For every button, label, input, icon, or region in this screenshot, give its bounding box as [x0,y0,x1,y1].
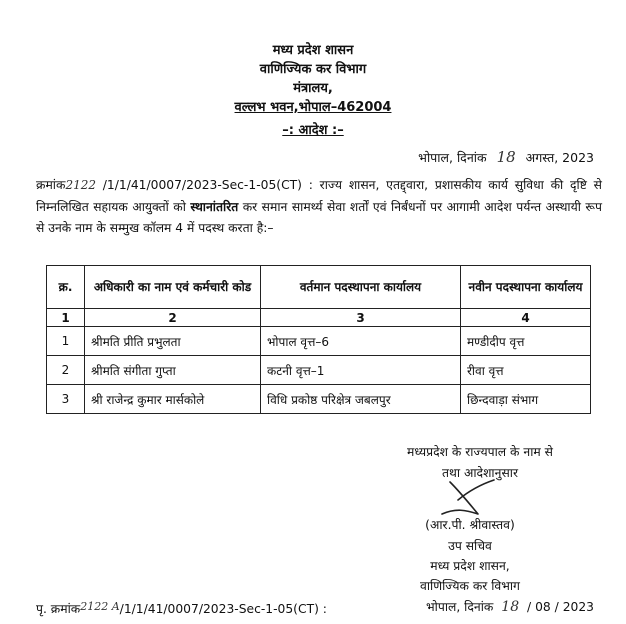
header-ministry: मंत्रालय, [293,81,333,96]
signatory-name: (आर.पी. श्रीवास्तव) [425,518,515,532]
transfer-table [46,265,591,414]
row-current-posting: विधि प्रकोष्ठ परिक्षेत्र जबलपुर [261,385,461,414]
header-division: वाणिज्यिक कर विभाग [259,62,367,77]
table-row [47,385,591,414]
column-number: 4 [461,309,591,327]
date-prefix: भोपाल, दिनांक [418,150,487,165]
kramank-label: क्रमांक [36,178,66,192]
column-number: 2 [85,309,261,327]
endorsement-label: पृ. क्रमांक [36,602,81,616]
row-officer-name: श्रीमति प्रीति प्रभुलता [85,327,261,356]
row-officer-name: श्रीमति संगीता गुप्ता [85,356,261,385]
row-new-posting: रीवा वृत्त [461,356,591,385]
order-ref-code: /1/1/41/0007/2023-Sec-1-05(CT) [102,178,302,192]
row-current-posting: भोपाल वृत्त–6 [261,327,461,356]
endorsement-date [426,598,594,615]
signatory-org-line1: मध्य प्रदेश शासन, [430,559,510,573]
table-row [47,327,591,356]
row-officer-name: श्री राजेन्द्र कुमार मार्सकोले [85,385,261,414]
order-text-part2: कर समान सामर्थ्य सेवा शर्तों एवं निर्बंधनों पर आगामी आदेश पर्यन्त अस्थायी रूप से उनके नाम के सम्मुख कॉलम 4 में पदस्थ करता है:– [36,199,602,235]
row-new-posting: मण्डीदीप वृत्त [461,327,591,356]
dateline [418,148,594,166]
row-serial: 2 [47,356,85,385]
kramank-handwritten: 2122 [65,178,96,192]
signatory-designation: उप सचिव [448,539,492,553]
row-serial: 3 [47,385,85,414]
order-text-bold: स्थानांतरित [190,199,239,214]
endorsement-ref-code: /1/1/41/0007/2023-Sec-1-05(CT) : [119,602,327,616]
header-new-posting: नवीन पदस्थापना कार्यालय [461,266,591,309]
endorsement-date-rest: / 08 / 2023 [527,600,594,614]
endorsement-reference [36,600,327,617]
endorsement-handwritten-number: 2122 A [80,600,120,613]
signatory-org-line2: वाणिज्यिक कर विभाग [420,579,520,593]
row-new-posting: छिन्दवाड़ा संभाग [461,385,591,414]
header-current-posting: वर्तमान पदस्थापना कार्यालय [261,266,461,309]
row-serial: 1 [47,327,85,356]
order-text-part1: : राज्य शासन, एतद्द्वारा, प्रशासकीय कार्य सुविधा की दृष्टि से निम्नलिखित सहायक आयुक्तों को [36,178,602,214]
date-day-handwritten: 18 [496,148,516,166]
header-address: वल्लभ भवन,भोपाल–462004 [234,100,392,115]
header-department: मध्य प्रदेश शासन [272,43,354,58]
signature-by-order: तथा आदेशानुसार [442,466,518,480]
order-title: –: आदेश :– [282,123,344,138]
date-month-year: अगस्त, 2023 [525,150,594,165]
order-body [36,175,602,240]
column-number: 1 [47,309,85,327]
header-serial: क्र. [47,266,85,309]
table-header-row [47,266,591,309]
column-number-row [47,309,591,327]
signature-authority: मध्यप्रदेश के राज्यपाल के नाम से [407,445,553,459]
endorsement-date-prefix: भोपाल, दिनांक [426,600,494,614]
row-current-posting: कटनी वृत्त–1 [261,356,461,385]
endorsement-date-day: 18 [501,599,520,615]
column-number: 3 [261,309,461,327]
table-row [47,356,591,385]
header-officer-name: अधिकारी का नाम एवं कर्मचारी कोड [85,266,261,309]
